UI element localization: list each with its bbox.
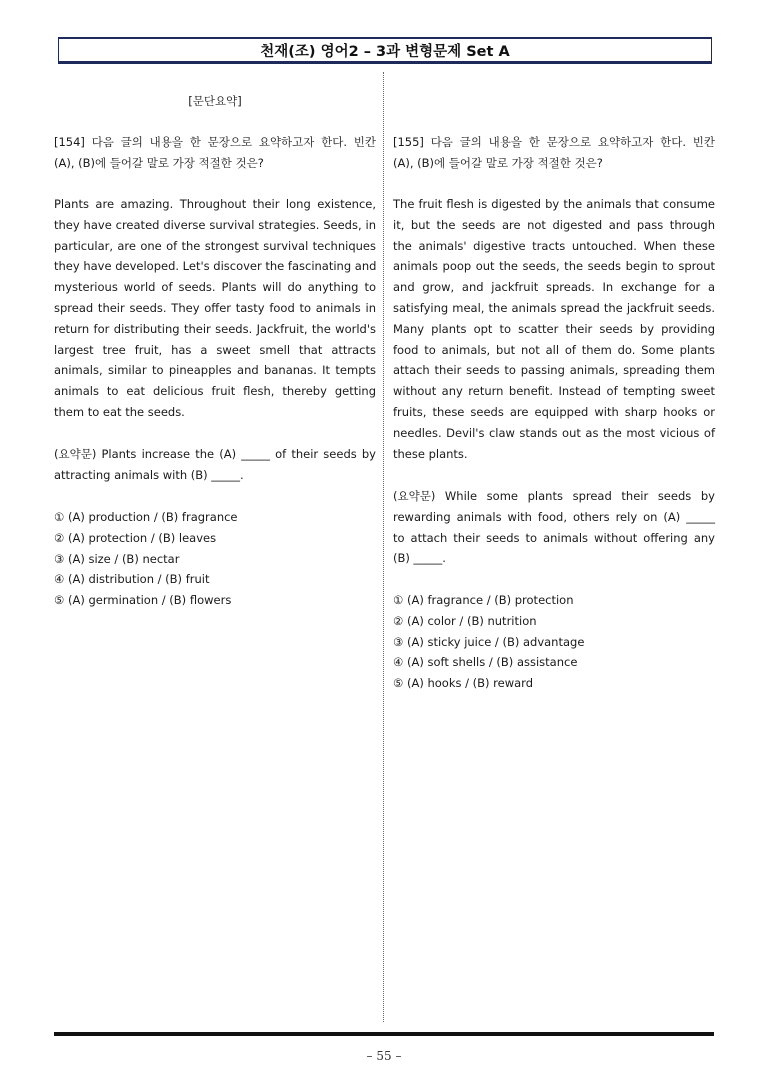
question-155 bbox=[393, 132, 715, 174]
passage-line: it, but the seeds are not digested and pass through bbox=[393, 217, 715, 232]
page-title: 천재(조) 영어2 – 3과 변형문제 Set A bbox=[58, 37, 712, 64]
passage-line: animals to eat delicious fruit flesh, thereby getting bbox=[54, 384, 376, 399]
answer-choice[interactable]: ② (A) color / (B) nutrition bbox=[393, 613, 537, 628]
summary-line: rewarding animals with food, others rely on (A) _____ bbox=[393, 509, 715, 524]
passage-line: attach their seeds to passing animals, spreading them bbox=[393, 363, 715, 378]
summary-line: (B) _____. bbox=[393, 551, 446, 566]
passage-line: Many plants opt to scatter their seeds by providing bbox=[393, 321, 715, 336]
summary-155 bbox=[393, 486, 715, 569]
summary-line: (요약문) While some plants spread their seeds by bbox=[393, 489, 715, 503]
answer-choice[interactable]: ④ (A) distribution / (B) fruit bbox=[54, 572, 210, 587]
answer-choice[interactable]: ① (A) production / (B) fragrance bbox=[54, 510, 238, 524]
passage-line: particular, are one of the strongest survival techniques bbox=[54, 238, 376, 253]
choices-155 bbox=[393, 590, 715, 694]
passage-line: they have created diverse survival strategies. Seeds, in bbox=[54, 217, 376, 232]
answer-choice[interactable]: ⑤ (A) germination / (B) flowers bbox=[54, 593, 232, 608]
passage-line: needles. Devil's claw stands out as the most vicious of bbox=[393, 425, 715, 440]
passage-line: animals, similar to pineapples and bananas. It tempts bbox=[54, 363, 376, 378]
question-line: (A), (B)에 들어갈 말로 가장 적절한 것은? bbox=[393, 155, 603, 170]
passage-line: these plants. bbox=[393, 446, 468, 461]
choices-154 bbox=[54, 507, 376, 611]
passage-line: return for distributing their seeds. Jackfruit, the world's bbox=[54, 321, 376, 336]
passage-line: food to animals, but not all of them do. Some plants bbox=[393, 342, 715, 357]
passage-line: them to eat the seeds. bbox=[54, 404, 185, 419]
passage-line: and grow, and jackfruit spreads. In exchange for a bbox=[393, 280, 715, 295]
answer-choice[interactable]: ③ (A) size / (B) nectar bbox=[54, 551, 180, 566]
answer-choice[interactable]: ④ (A) soft shells / (B) assistance bbox=[393, 655, 578, 670]
passage-line: satisfying meal, the animals spread the jackfruit seeds. bbox=[393, 300, 715, 315]
question-line: [155] 다음 글의 내용을 한 문장으로 요약하고자 한다. 빈칸 bbox=[393, 135, 715, 149]
question-154 bbox=[54, 132, 376, 174]
passage-154 bbox=[54, 194, 376, 423]
answer-choice[interactable]: ② (A) protection / (B) leaves bbox=[54, 530, 217, 545]
summary-line: (요약문) Plants increase the (A) _____ of their seeds by bbox=[54, 447, 376, 461]
summary-154 bbox=[54, 444, 376, 486]
page-number: – 55 – bbox=[366, 1049, 402, 1063]
question-line: (A), (B)에 들어갈 말로 가장 적절한 것은? bbox=[54, 155, 264, 170]
question-line: [154] 다음 글의 내용을 한 문장으로 요약하고자 한다. 빈칸 bbox=[54, 135, 376, 149]
footer-rule bbox=[54, 1032, 714, 1036]
passage-155 bbox=[393, 194, 715, 464]
passage-line: largest tree fruit, has a sweet smell that attracts bbox=[54, 342, 376, 357]
answer-choice[interactable]: ⑤ (A) hooks / (B) reward bbox=[393, 676, 534, 691]
passage-line: mysterious world of seeds. Plants will do anything to bbox=[54, 280, 376, 295]
column-divider bbox=[383, 72, 384, 1022]
summary-line: to attach their seeds to animals without offering any bbox=[393, 530, 715, 545]
answer-choice[interactable]: ① (A) fragrance / (B) protection bbox=[393, 593, 574, 607]
answer-choice[interactable]: ③ (A) sticky juice / (B) advantage bbox=[393, 634, 585, 649]
passage-line: animals poop out the seeds, the seeds begin to sprout bbox=[393, 259, 715, 274]
passage-line: fruits, these seeds are equipped with sharp hooks or bbox=[393, 404, 715, 419]
passage-line: the animals' digestive tracts untouched. When these bbox=[393, 238, 715, 253]
passage-line: The fruit flesh is digested by the animals that consume bbox=[393, 197, 715, 211]
passage-line: they have developed. Let's discover the fascinating and bbox=[54, 259, 377, 274]
passage-line: without any return benefit. Instead of tempting sweet bbox=[393, 384, 715, 399]
passage-line: Plants are amazing. Throughout their long existence, bbox=[54, 197, 376, 211]
section-label: [문단요약] bbox=[188, 94, 242, 108]
summary-line: attracting animals with (B) _____. bbox=[54, 467, 244, 482]
passage-line: spread their seeds. They offer tasty food to animals in bbox=[54, 300, 376, 315]
